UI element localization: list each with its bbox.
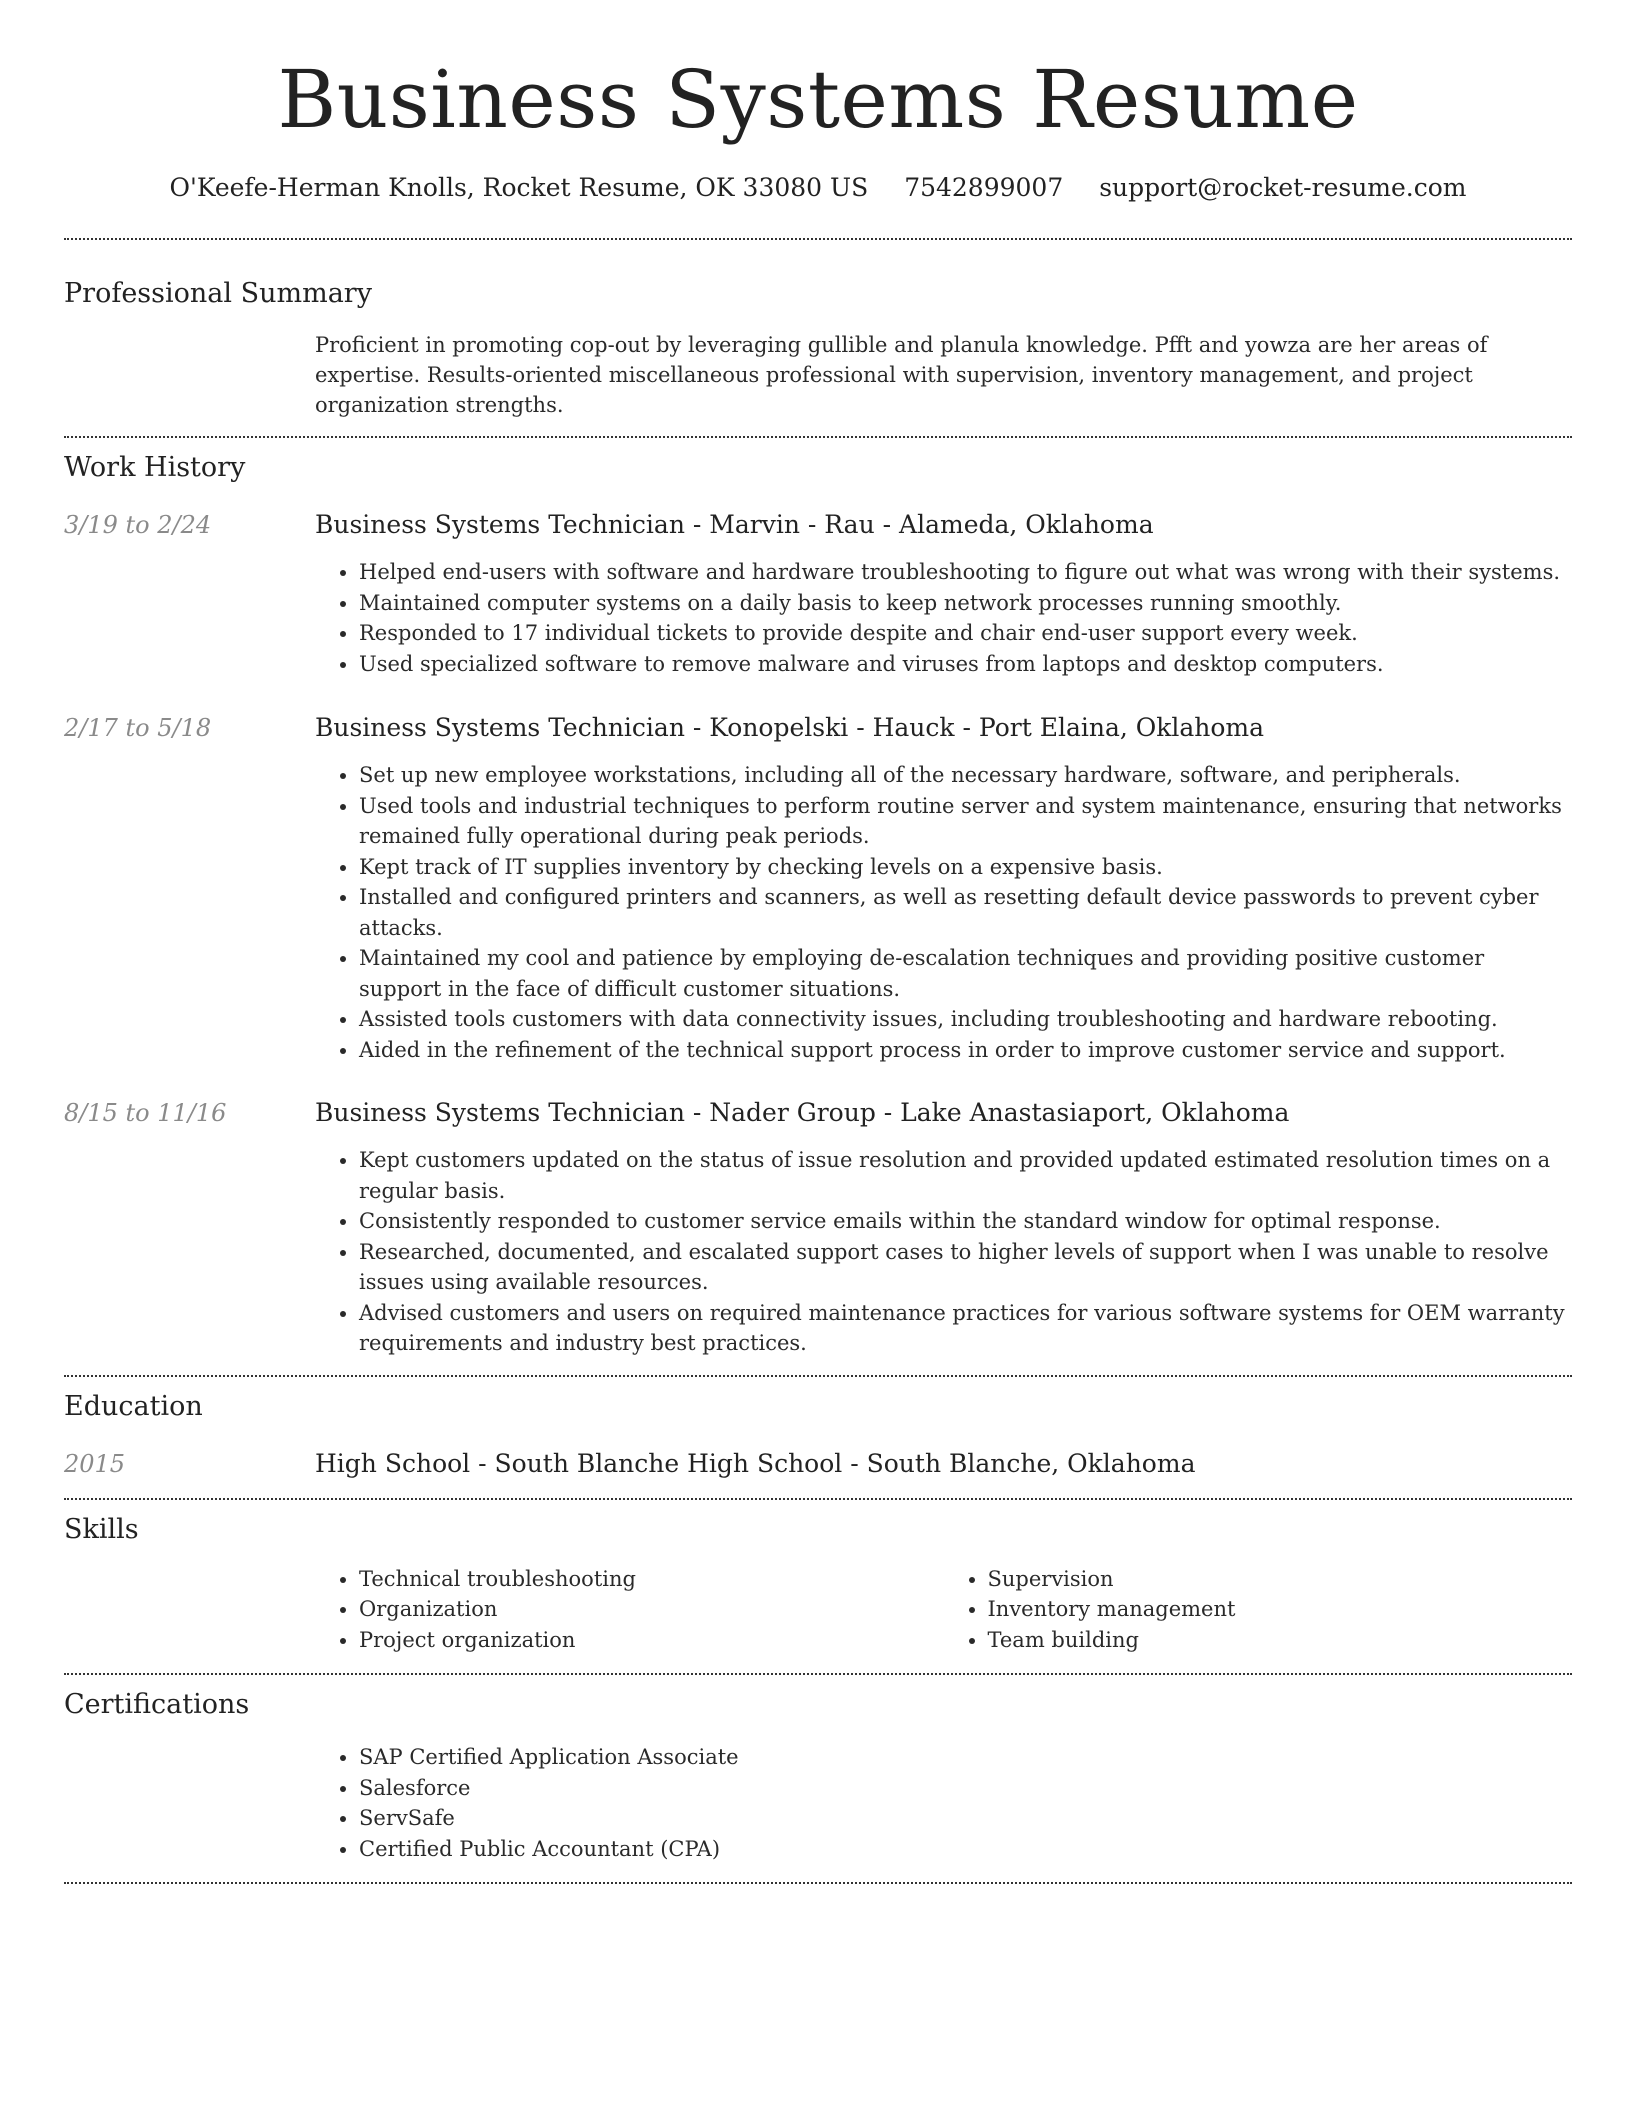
list-item: • Researched, documented, and escalated support cases to higher levels of support when I was unable to resolve issues using available resources. xyxy=(359,1237,1572,1298)
divider xyxy=(64,1673,1572,1675)
job-title: Business Systems Technician - Nader Group - Lake Anastasiaport, Oklahoma xyxy=(315,1098,1290,1127)
summary-heading: Professional Summary xyxy=(64,278,372,309)
list-item: • Responded to 17 individual tickets to provide despite and chair end-user support every week. xyxy=(359,618,1572,649)
job-entry xyxy=(64,509,1572,679)
resume-title: Business Systems Resume xyxy=(277,53,1359,146)
divider xyxy=(64,238,1572,240)
divider xyxy=(64,436,1572,438)
contact-email: support@rocket-resume.com xyxy=(1099,173,1467,202)
education-section xyxy=(64,1390,1572,1480)
list-item: • Certified Public Accountant (CPA) xyxy=(359,1834,1572,1865)
list-item: • Team building xyxy=(988,1625,1573,1656)
job-bullets xyxy=(315,1145,1572,1359)
divider xyxy=(64,1498,1572,1500)
job-entry xyxy=(64,1097,1572,1359)
list-item: • ServSafe xyxy=(359,1803,1572,1834)
list-item: • Consistently responded to customer service emails within the standard window for optimal response. xyxy=(359,1206,1572,1237)
education-year: 2015 xyxy=(64,1449,126,1478)
list-item: • Inventory management xyxy=(988,1594,1573,1625)
job-dates: 2/17 to 5/18 xyxy=(64,714,212,742)
list-item: • Used specialized software to remove malware and viruses from laptops and desktop computers. xyxy=(359,649,1572,680)
job-title: Business Systems Technician - Konopelski - Hauck - Port Elaina, Oklahoma xyxy=(315,713,1265,742)
education-entry xyxy=(64,1448,1572,1480)
divider xyxy=(64,1882,1572,1884)
contact-line xyxy=(64,172,1572,204)
list-item: • Aided in the refinement of the technical support process in order to improve customer service and support. xyxy=(359,1035,1572,1066)
certifications-list xyxy=(315,1742,1572,1864)
list-item: • Supervision xyxy=(988,1564,1573,1595)
divider xyxy=(64,1375,1572,1377)
job-bullets xyxy=(315,557,1572,679)
list-item: • Project organization xyxy=(359,1625,944,1656)
list-item: • Kept customers updated on the status of issue resolution and provided updated estimated resolution times on a regular basis. xyxy=(359,1145,1572,1206)
resume-page xyxy=(64,0,1572,1884)
work-history-section xyxy=(64,451,1572,1359)
skills-list-left xyxy=(315,1564,944,1656)
list-item: • Maintained computer systems on a daily basis to keep network processes running smoothly. xyxy=(359,588,1572,619)
contact-phone: 7542899007 xyxy=(904,173,1064,202)
list-item: • Helped end-users with software and hardware troubleshooting to figure out what was wrong with their systems. xyxy=(359,557,1572,588)
skills-list-right xyxy=(944,1564,1573,1656)
certifications-section xyxy=(64,1688,1572,1864)
skills-heading: Skills xyxy=(64,1513,139,1545)
job-dates: 8/15 to 11/16 xyxy=(64,1099,227,1127)
job-entry xyxy=(64,712,1572,1065)
job-title: Business Systems Technician - Marvin - Rau - Alameda, Oklahoma xyxy=(315,510,1154,539)
list-item: • Assisted tools customers with data connectivity issues, including troubleshooting and hardware rebooting. xyxy=(359,1004,1572,1035)
list-item: • Used tools and industrial techniques to perform routine server and system maintenance, ensuring that networks remained fully operational during peak periods. xyxy=(359,791,1572,852)
certifications-heading: Certifications xyxy=(64,1689,250,1720)
list-item: • SAP Certified Application Associate xyxy=(359,1742,1572,1773)
skills-section xyxy=(64,1513,1572,1656)
list-item: • Installed and configured printers and scanners, as well as resetting default device passwords to prevent cyber attacks. xyxy=(359,882,1572,943)
education-title: High School - South Blanche High School - South Blanche, Oklahoma xyxy=(315,1448,1196,1478)
list-item: • Organization xyxy=(359,1594,944,1625)
list-item: • Technical troubleshooting xyxy=(359,1564,944,1595)
list-item: • Salesforce xyxy=(359,1773,1572,1804)
skills-grid xyxy=(315,1564,1572,1656)
work-history-heading: Work History xyxy=(64,452,246,483)
summary-text: Proficient in promoting cop-out by leveraging gullible and planula knowledge. Pfft and yowza are her areas of expertise. Results-oriented miscellaneous professional with supervision, inventory management, and project organization strengths. xyxy=(315,333,1488,417)
job-bullets xyxy=(315,760,1572,1065)
contact-address: O'Keefe-Herman Knolls, Rocket Resume, OK 33080 US xyxy=(169,173,869,202)
list-item: • Set up new employee workstations, including all of the necessary hardware, software, and peripherals. xyxy=(359,760,1572,791)
list-item: • Maintained my cool and patience by employing de-escalation techniques and providing positive customer support in the face of difficult customer situations. xyxy=(359,943,1572,1004)
summary-section xyxy=(64,277,1572,420)
list-item: • Kept track of IT supplies inventory by checking levels on a expensive basis. xyxy=(359,852,1572,883)
job-dates: 3/19 to 2/24 xyxy=(64,511,212,539)
list-item: • Advised customers and users on required maintenance practices for various software systems for OEM warranty requirements and industry best practices. xyxy=(359,1298,1572,1359)
education-heading: Education xyxy=(64,1390,203,1422)
